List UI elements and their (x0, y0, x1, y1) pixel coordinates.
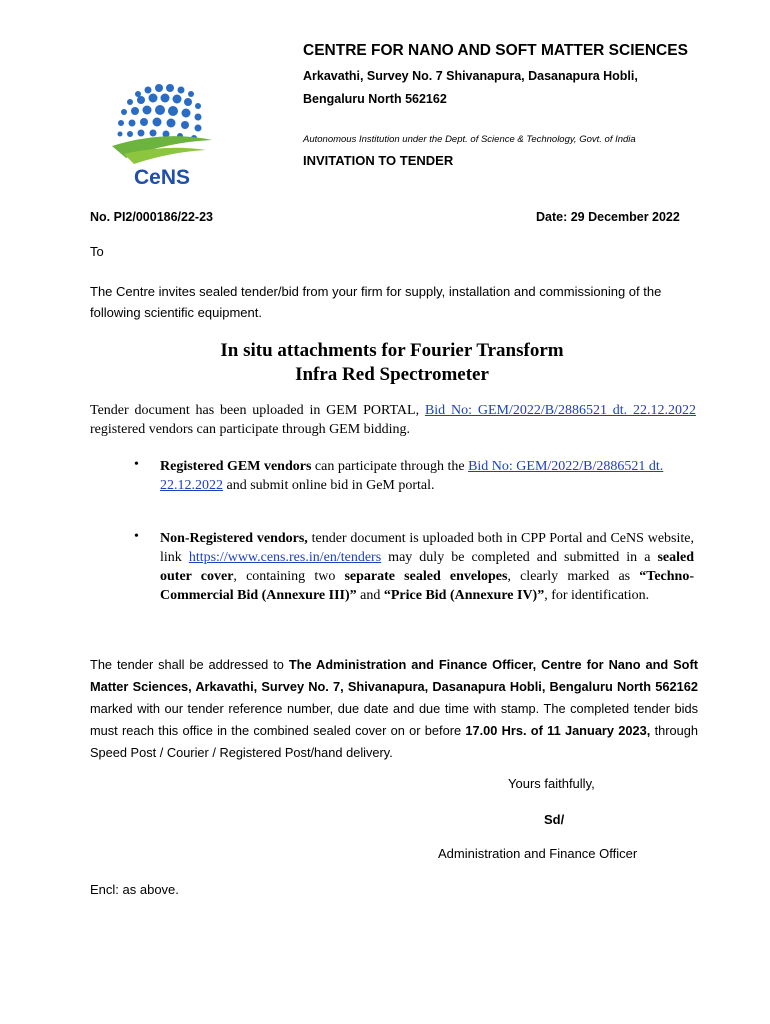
to-line: To (90, 244, 104, 259)
reference-number: No. PI2/000186/22-23 (90, 210, 213, 224)
org-affiliation: Autonomous Institution under the Dept. of Science & Technology, Govt. of India (303, 134, 636, 145)
bullet-non-registered-vendors (160, 529, 694, 605)
bullet2-text: tender document is uploaded both in CPP Portal and CeNS website, link (160, 531, 694, 565)
bullet2-bold-text: separate sealed envelopes (344, 569, 508, 584)
bullet2-text: and (356, 588, 384, 603)
bullet-marker: • (134, 529, 139, 544)
cens-tenders-link[interactable]: https://www.cens.res.in/en/tenders (188, 550, 382, 565)
enclosure: Encl: as above. (90, 882, 179, 897)
tender-title-line2: Infra Red Spectrometer (295, 364, 489, 385)
bullet2-bold-text: “Price Bid (Annexure IV)” (383, 588, 545, 603)
due-date-bold: 17.00 Hrs. of 11 January 2023, (465, 723, 651, 738)
bullet1-bold: Registered GEM vendors (160, 459, 312, 474)
address-text: The tender shall be addressed to (90, 657, 289, 672)
intro-paragraph: The Centre invites sealed tender/bid from your firm for supply, installation and commissioning of the following scientific equipment. (90, 284, 662, 320)
address-paragraph (90, 654, 698, 764)
bullet2-text: , clearly marked as (507, 569, 640, 584)
bullet2-bold-text: sealed outer cover (160, 550, 694, 584)
cens-logo (108, 80, 218, 188)
org-name: CENTRE FOR NANO AND SOFT MATTER SCIENCES (303, 42, 688, 59)
bullet-marker: • (134, 457, 139, 472)
bullet2-text: , for identification. (544, 588, 650, 603)
closing: Yours faithfully, (508, 776, 595, 791)
address-text: through Speed Post / Courier / Registered Post/hand delivery. (90, 723, 698, 760)
document-date: Date: 29 December 2022 (536, 210, 680, 224)
org-address-line1: Arkavathi, Survey No. 7 Shivanapura, Dasanapura Hobli, (303, 69, 638, 83)
portal-text-post: registered vendors can participate through GEM bidding. (90, 422, 410, 437)
bullet-registered-vendors (160, 457, 694, 495)
tender-title-line1: In situ attachments for Fourier Transform (220, 340, 564, 361)
gem-bid-link-2[interactable]: Bid No: GEM/2022/B/2886521 dt. 22.12.2022 (160, 459, 664, 493)
cens-logo-graphic (108, 80, 218, 188)
bullet2-text: , containing two (233, 569, 345, 584)
gem-bid-link[interactable]: Bid No: GEM/2022/B/2886521 dt. 22.12.2022 (424, 403, 697, 418)
portal-paragraph (90, 401, 696, 439)
bullet1-pre: can participate through the (311, 459, 469, 474)
bullet2-bold-text: “Techno-Commercial Bid (Annexure III)” (160, 569, 694, 603)
designation: Administration and Finance Officer (438, 846, 638, 861)
bullet2-bold: Non-Registered vendors, (160, 531, 308, 546)
logo-text: CeNS (133, 166, 191, 188)
document-heading: INVITATION TO TENDER (303, 153, 454, 168)
portal-text-pre: Tender document has been uploaded in GEM PORTAL, (90, 403, 425, 418)
org-address-line2: Bengaluru North 562162 (303, 92, 447, 106)
signature: Sd/ (544, 812, 565, 827)
bullet1-post: and submit online bid in GeM portal. (223, 478, 435, 493)
tender-title (90, 339, 694, 387)
address-bold: The Administration and Finance Officer, Centre for Nano and Soft Matter Sciences, Arkavathi, Survey No. 7, Shivanapura, Dasanapura Hobli, Bengaluru North 562162 (90, 657, 699, 694)
address-text: marked with our tender reference number, due date and due time with stamp. The completed tender bids must reach this office in the combined sealed cover on or before (90, 701, 698, 738)
bullet2-text: may duly be completed and submitted in a (381, 550, 658, 565)
